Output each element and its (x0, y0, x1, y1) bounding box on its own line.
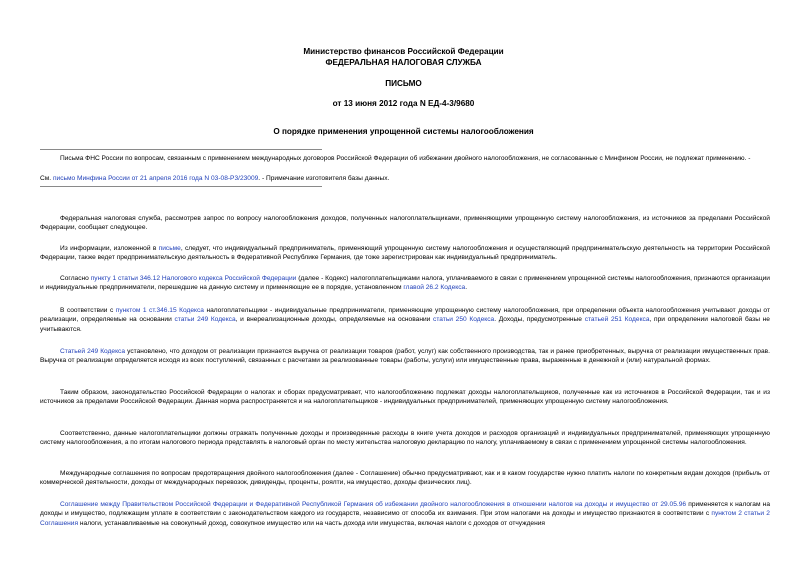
paragraph-4-text-c: , и внереализационные доходы, определяемые на основании (235, 316, 431, 324)
paragraph-4 (40, 306, 770, 334)
service-line: ФЕДЕРАЛЬНАЯ НАЛОГОВАЯ СЛУЖБА (325, 58, 482, 67)
chapter-26-2-link[interactable]: главой 26.2 Кодекса (403, 284, 466, 292)
agreement-article-2-link[interactable]: пунктом 2 статьи 2 Соглашения (40, 510, 770, 527)
paragraph-7: Соответственно, данные налогоплательщики должны отражать полученные доходы и произведенные расходы в книге учета доходов и расходов организаций и индивидуальных предпринимателей, применяющих упрощенную систему налогообложения, а по итогам налогового периода представлять в налоговый орган по месту жительства налоговую декларацию по налогу, уплачиваемому в связи с применением упрощенной системы налогообложения. (40, 430, 770, 447)
document-type: ПИСЬМО (385, 79, 422, 88)
paragraph-2 (40, 244, 770, 263)
paragraph-5-text: установлено, что доходом от реализации признается выручка от реализации товаров (работ, услуг) как собственного производства, так и ранее приобретенных, выручка от реализации имущественных прав. Выручка от реализации определяется исходя из всех поступлений, связанных с расчетами за реализованные товары (работы, услуги) или имущественные права, выраженные в денежной и (или) натуральной формах. (40, 348, 770, 365)
paragraph-3-text-a: Согласно (60, 275, 89, 282)
note-bottom-rule (40, 186, 322, 187)
paragraph-1: Федеральная налоговая служба, рассмотрев запрос по вопросу налогообложения доходов, полученных налогоплательщиками, применяющими упрощенную систему налогообложения, из источников за пределами Российской Федерации, сообщает следующее. (40, 215, 770, 232)
editor-note-tail: . - Примечание изготовителя базы данных. (258, 175, 390, 182)
article-346-15-link[interactable]: пунктом 1 ст.346.15 Кодекса (115, 307, 204, 314)
document-date-number: от 13 июня 2012 года N ЕД-4-3/9680 (332, 99, 475, 108)
russia-germany-agreement-link[interactable]: Соглашение между Правительством Российской Федерации и Федеративной Республикой Германия об избежании двойного налогообложения в отношении налогов на доходы и имущество от 29.05.96 (60, 501, 687, 508)
paragraph-3 (40, 274, 770, 293)
paragraph-2-text-a: Из информации, изложенной в (60, 245, 157, 252)
article-249-link[interactable]: статьи 249 Кодекса (174, 316, 236, 324)
article-250-link[interactable]: статьи 250 Кодекса (433, 316, 495, 324)
paragraph-8: Международные соглашения по вопросам предотвращения двойного налогообложения (далее - Соглашение) обычно предусматривают, как и в каком государстве нужно платить налоги по конкретным видам доходов (прибыль от коммерческой деятельности, доходы от международных перевозок, дивиденды, проценты, роялти, на имущество, доходы физических лиц). (40, 470, 770, 487)
article-346-12-link[interactable]: пункту 1 статьи 346.12 Налогового кодекса Российской Федерации (90, 275, 297, 282)
paragraph-9-text-a: применяется к налогам на доходы и имущество, подлежащим уплате в соответствии с законодательством каждого из государств, независимо от способа их взимания. При этом налогами на доходы и имущество признаются в соответствии с (40, 501, 770, 518)
note-top-rule (40, 149, 322, 150)
editor-note-text: Письма ФНС России по вопросам, связанным с применением международных договоров Российской Федерации об избежании двойного налогообложения, не согласованные с Минфином России, не подлежат применению. - (60, 155, 751, 162)
minfin-letter-link[interactable]: письмо Минфина России от 21 апреля 2016 года N 03-08-Р3/23009 (52, 175, 259, 182)
editor-note (40, 154, 770, 163)
article-249-reference-link[interactable]: Статьей 249 Кодекса (60, 348, 126, 355)
paragraph-5 (40, 347, 770, 366)
paragraph-4-text-a: В соответствии с (60, 307, 114, 314)
see-label: См. (40, 175, 52, 182)
page-title: О порядке применения упрощенной системы налогообложения (273, 127, 534, 136)
paragraph-6: Таким образом, законодательство Российской Федерации о налогах и сборах предусматривает, что налогообложению подлежат доходы налогоплательщиков, полученные как из источников в Российской Федерации, так и из источников за пределами Российской Федерации. Данная норма распространяется и на налогоплательщиков - индивидуальных предпринимателей, применяющих упрощенную систему налогообложения. (40, 389, 770, 406)
paragraph-3-text-b: (далее - Кодекс) налогоплательщиками налога, уплачиваемого в связи с применением упрощенной системы налогообложения, признаются организации и индивидуальные предприниматели, перешедшие на данную систему и применяющие ее в порядке, установленном (40, 275, 770, 292)
article-251-link[interactable]: статьей 251 Кодекса (584, 316, 650, 324)
paragraph-4-text-d: . Доходы, предусмотренные (494, 316, 582, 324)
editor-note-reference (40, 174, 770, 183)
letter-link[interactable]: письме (158, 245, 181, 252)
paragraph-4-text-b: налогоплательщики - индивидуальные предприниматели, применяющие упрощенную систему налогообложения, при определении объекта налогообложения учитывают доходы от реализации, определяемые на основании (40, 307, 770, 324)
paragraph-9 (40, 500, 770, 528)
paragraph-4-text-e: , при определении налоговой базы не учитываются. (40, 316, 770, 333)
ministry-line: Министерство финансов Российской Федерации (303, 47, 504, 56)
paragraph-3-text-c: . (465, 284, 468, 292)
paragraph-9-text-b: налоги, устанавливаемые на совокупный доход, совокупное имущество или на часть дохода или имущества, включая налоги с доходов от отчуждения (79, 519, 545, 527)
paragraph-2-text-b: , следует, что индивидуальный предприниматель, применяющий упрощенную систему налогообложения и осуществляющий предпринимательскую деятельность на территории Российской Федерации, также ведет предпринимательскую деятельность в Федеративной Республике Германия, где тоже зарегистрирован как индивидуальный предприниматель. (40, 245, 770, 262)
